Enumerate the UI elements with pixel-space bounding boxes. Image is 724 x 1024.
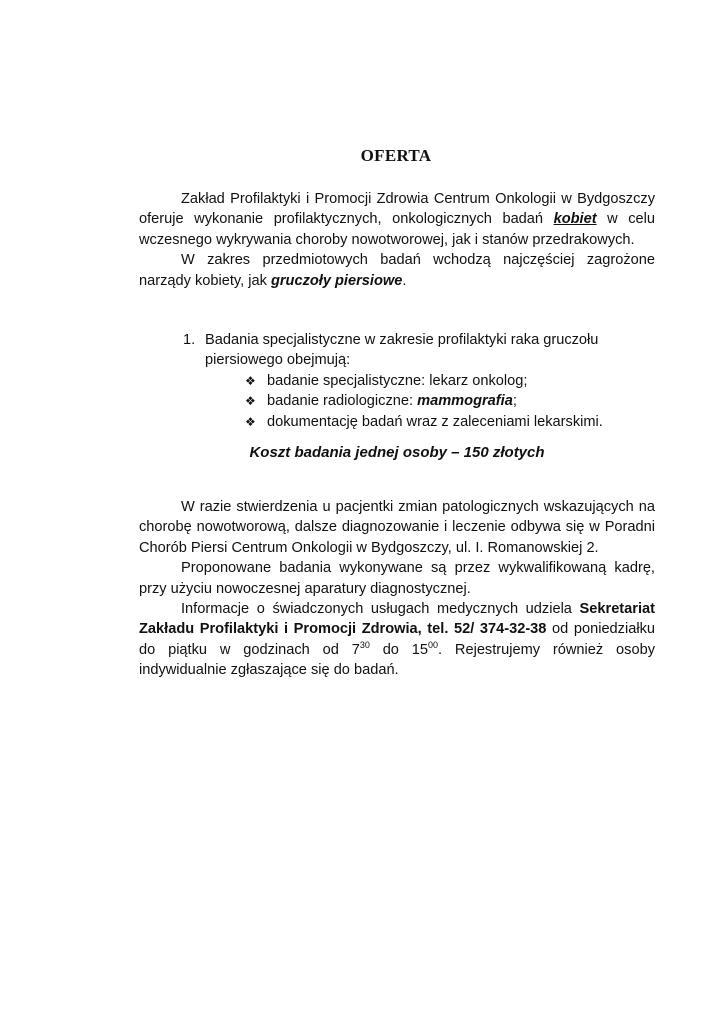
diamond-bullet-icon: ❖ (245, 394, 256, 409)
bullet-text-1: badanie specjalistyczne: lekarz onkolog; (267, 372, 528, 389)
diamond-bullet-icon: ❖ (245, 373, 256, 388)
bullet-text-3: dokumentację badań wraz z zaleceniami lekarskimi. (267, 413, 603, 430)
intro-paragraph-2 (139, 250, 655, 291)
bullet-list (245, 371, 655, 432)
details-text-3a: Informacje o świadczonych usługach medycznych udziela (181, 601, 580, 618)
bullet-item-2 (245, 391, 655, 411)
bullet-text-2b: ; (512, 393, 517, 410)
cost-line: Koszt badania jednej osoby – 150 złotych (249, 444, 545, 461)
list-item-text: Badania specjalistyczne w zakresie profilaktyki raka gruczołu piersiowego obejmują: (205, 332, 599, 369)
secretariat-contact: Sekretariat Zakładu Profilaktyki i Promocji Zdrowia, tel. 52/ 374-32-38 (139, 601, 655, 638)
intro-emphasis-women: kobiet (553, 211, 597, 228)
intro-section (139, 189, 655, 291)
details-paragraph-2: Proponowane badania wykonywane są przez wykwalifikowaną kadrę, przy użyciu nowoczesnej aparatury diagnostycznej. (139, 560, 655, 597)
diamond-bullet-icon: ❖ (245, 414, 256, 429)
bullet-emphasis-mammography: mammografia (417, 393, 513, 410)
details-text-3c: do 15 (369, 641, 428, 658)
page-title: OFERTA (360, 146, 432, 165)
intro-text-1b: w celu wczesnego wykrywania choroby nowotworowej, jak i stanów przedrakowych. (139, 211, 655, 248)
list-number: 1. (183, 332, 196, 348)
list-item-1 (183, 330, 655, 371)
intro-text-2b: . (402, 272, 407, 289)
intro-text-1a: Zakład Profilaktyki i Promocji Zdrowia Centrum Onkologii w Bydgoszczy oferuje wykonanie profilaktycznych, onkologicznych badań (139, 191, 655, 228)
bullet-item-3 (245, 412, 655, 432)
exam-list (183, 330, 655, 447)
details-paragraph-3 (139, 599, 655, 681)
bullet-item-1 (245, 371, 655, 391)
hours-start-minutes: 30 (359, 639, 370, 650)
details-text-3b: od poniedziałku do piątku w godzinach od 7 (139, 621, 655, 658)
bullet-text-2a: badanie radiologiczne: (267, 393, 418, 410)
bullet-text-2 (267, 391, 517, 411)
details-paragraph-1: W razie stwierdzenia u pacjentki zmian patologicznych wskazujących na chorobę nowotworową, dalsze diagnozowanie i leczenie odbywa się w Poradni Chorób Piersi Centrum Onkologii w Bydgoszczy, ul. I. Romanowskiej 2. (139, 499, 655, 556)
intro-text-2a: W zakres przedmiotowych badań wchodzą najczęściej zagrożone narządy kobiety, jak (139, 252, 655, 289)
intro-paragraph-1 (139, 189, 655, 250)
hours-end-minutes: 00 (428, 639, 439, 650)
intro-emphasis-glands: gruczoły piersiowe (270, 272, 403, 289)
details-section (139, 497, 655, 681)
details-text-3d: . Rejestrujemy również osoby indywidualnie zgłaszające się do badań. (139, 641, 655, 679)
